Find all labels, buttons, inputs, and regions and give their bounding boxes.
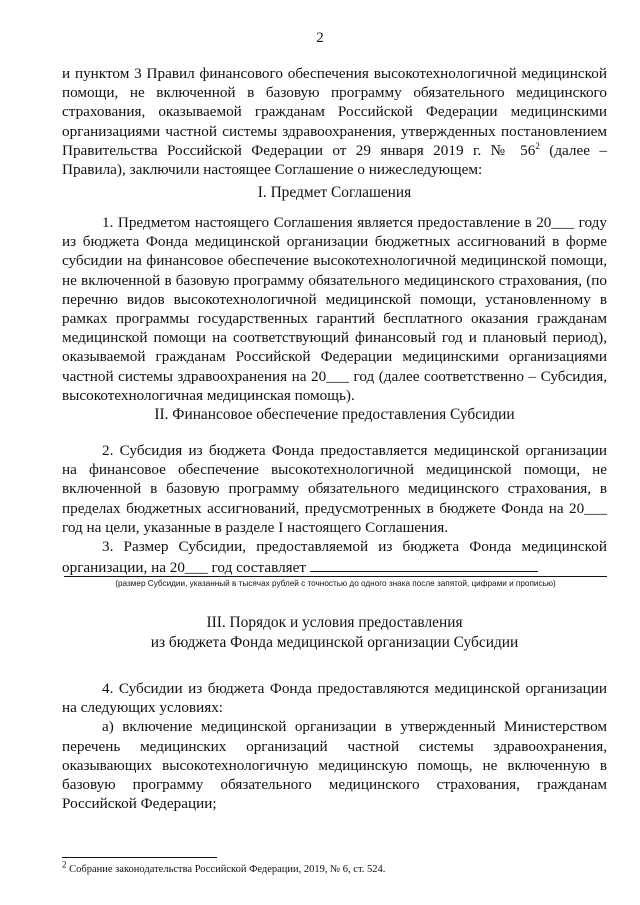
section-2-body	[62, 441, 607, 578]
subsidy-amount-line[interactable]	[64, 576, 607, 577]
paragraph-2: 2. Субсидия из бюджета Фонда предоставляется медицинской организации на финансовое обеспечение высокотехнологичной медицинской помощи, не включенной в базовую программу обязательного медицинского страхования, в пределах бюджетных ассигнований, предусмотренных в бюджете Фонда на 20___ год на цели, указанные в разделе I настоящего Соглашения.	[62, 442, 607, 536]
paragraph-4a: а) включение медицинской организации в утвержденный Министерством перечень медицинских организаций частной системы здравоохранения, оказывающих высокотехнологичную медицинскую помощь, не включенную в базовую программу обязательного медицинского страхования, гражданам Российской Федерации;	[62, 718, 607, 813]
paragraph-1: 1. Предметом настоящего Соглашения является предоставление в 20___ году из бюджета Фонда медицинской организации бюджетных ассигнований в форме субсидии на финансовое обеспечение высокотехнологичной медицинской помощи, не включенной в базовую программу обязательного медицинского страхования, (по перечню видов высокотехнологичной медицинской помощи, установленному в рамках программы государственных гарантий бесплатного оказания гражданам медицинской помощи на соответствующий финансовый год и плановый период), оказываемой гражданам Российской Федерации медицинскими организациями частной системы здравоохранения на 20___ год (далее соответственно – Субсидия, высокотехнологичная медицинская помощь).	[62, 214, 607, 404]
section-3-body	[62, 679, 607, 813]
footnote-mark: 2	[62, 859, 67, 870]
paragraph-3	[62, 537, 607, 578]
section-heading-3-line2: из бюджета Фонда медицинской организации Субсидии	[150, 634, 519, 651]
intro-paragraph	[62, 64, 607, 179]
intro-text: и пунктом 3 Правил финансового обеспечения высокотехнологичной медицинской помощи, не включенной в базовую программу обязательного медицинского страхования, оказываемой гражданам Российской Федерации медицинскими организациями частной системы здравоохранения, утвержденных постановлением Правительства Российской Федерации от 29 января 2019 г. № 56	[62, 65, 607, 159]
footnote-divider	[62, 857, 217, 858]
section-heading-2: II. Финансовое обеспечение предоставления Субсидии	[154, 406, 515, 423]
footnote	[62, 859, 386, 875]
intro-text-suffix: (далее – Правила), заключили настоящее Соглашение о нижеследующем:	[62, 141, 607, 179]
paragraph-3-text: 3. Размер Субсидии, предоставляемой из бюджета Фонда медицинской организации, на 20___ год составляет	[62, 538, 607, 577]
section-heading-1: I. Предмет Соглашения	[257, 184, 412, 201]
footnote-reference[interactable]: 2	[535, 140, 540, 151]
section-heading-3-line1: III. Порядок и условия предоставления	[206, 614, 463, 631]
page-number: 2	[316, 30, 324, 46]
section-heading-3	[62, 613, 607, 653]
footnote-text: Собрание законодательства Российской Федерации, 2019, № 6, ст. 524.	[66, 864, 386, 875]
section-1-body	[62, 213, 607, 405]
subsidy-amount-caption: (размер Субсидии, указанный в тысячах рублей с точностью до одного знака после запятой, цифрами и прописью)	[115, 579, 556, 588]
subsidy-amount-field[interactable]	[310, 556, 538, 572]
paragraph-4: 4. Субсидии из бюджета Фонда предоставляются медицинской организации на следующих условиях:	[62, 680, 607, 717]
